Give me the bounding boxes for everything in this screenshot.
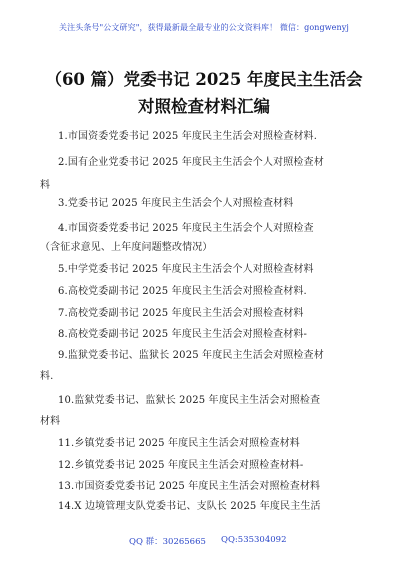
qq-group-number: QQ 群：30265665	[129, 537, 206, 547]
toc-line: 2.国有企业党委书记 2025 年度民主生活会个人对照检查材	[58, 157, 324, 168]
document-title-line-1: （60 篇）党委书记 2025 年度民主生活会	[45, 70, 363, 89]
document-title-line-2: 对照检查材料汇编	[138, 97, 270, 116]
toc-line: 7.高校党委副书记 2025 年度民主生活会对照检查材料	[58, 308, 304, 319]
toc-line: 6.高校党委副书记 2025 年度民主生活会对照检查材料.	[58, 286, 307, 297]
toc-line: 5.中学党委书记 2025 年度民主生活会个人对照检查材料	[58, 264, 314, 275]
toc-line: 3.党委书记 2025 年度民主生活会个人对照检查材料	[58, 198, 294, 209]
toc-line: 13.市国资委党委书记 2025 年度民主生活会对照检查材料	[58, 481, 321, 492]
toc-line: （含征求意见、上年度问题整改情况）	[40, 242, 213, 253]
toc-line: 11.乡镇党委书记 2025 年度民主生活会对照检查材料	[58, 438, 300, 449]
toc-line: 料	[40, 180, 51, 191]
promo-banner: 关注头条号"公文研究"，获得最新最全最专业的公文资料库！ 微信：gongwenyj	[59, 23, 349, 32]
toc-line: 8.高校党委副书记 2025 年度民主生活会对照检查材料-	[58, 329, 308, 340]
toc-line: 料.	[40, 371, 54, 382]
toc-line: 10.监狱党委书记、监狱长 2025 年度民主生活会对照检查	[58, 395, 321, 406]
toc-line: 4.市国资委党委书记 2025 年度民主生活会个人对照检查	[58, 223, 314, 234]
toc-line: 9.监狱党委书记、监狱长 2025 年度民主生活会对照检查材	[58, 350, 324, 361]
toc-line: 1.市国资委党委书记 2025 年度民主生活会对照检查材料.	[58, 131, 318, 142]
toc-line: 14.X 边境管理支队党委书记、支队长 2025 年度民主生活	[58, 501, 321, 512]
qq-number: QQ:535304092	[221, 535, 287, 545]
toc-line: 材料	[40, 416, 61, 427]
toc-line: 12.乡镇党委书记 2025 年度民主生活会对照检查材料-	[58, 460, 304, 471]
